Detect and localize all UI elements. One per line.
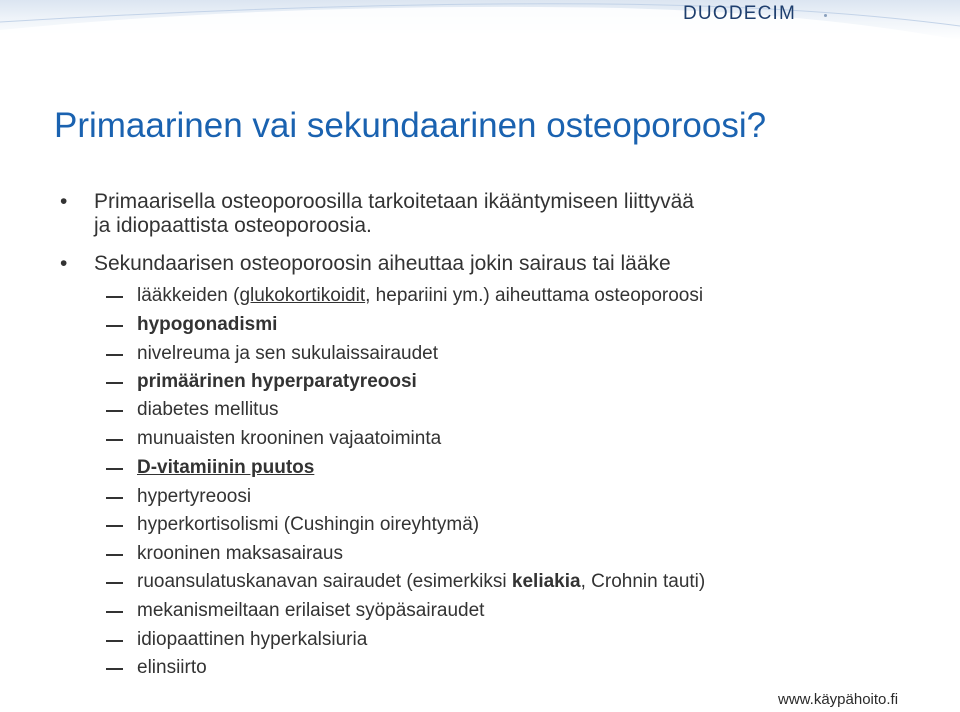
dash-icon (106, 640, 123, 642)
footer-url[interactable]: www.käypähoito.fi (778, 691, 899, 708)
list-item-text: lääkkeiden (glukokortikoidit, hepariini ym.) aiheuttama osteoporoosi (137, 285, 704, 306)
bullet-text-line-2: ja idiopaattista osteoporoosia. (94, 214, 372, 237)
list-item-text: hyperkortisolismi (Cushingin oireyhtymä) (137, 514, 480, 535)
dash-icon (106, 582, 123, 584)
list-item-text: idiopaattinen hyperkalsiuria (137, 629, 368, 650)
list-item-text: hypogonadismi (137, 314, 278, 335)
duodecim-logo: DUODECIM (683, 3, 797, 24)
list-item-text: primäärinen hyperparatyreoosi (137, 371, 417, 392)
list-item-text: ruoansulatuskanavan sairaudet (esimerkiksi keliakia, Crohnin tauti) (137, 571, 706, 592)
bullet-text: Sekundaarisen osteoporoosin aiheuttaa jokin sairaus tai lääke (94, 252, 671, 275)
dash-icon (106, 296, 123, 298)
page-title: Primaarinen vai sekundaarinen osteoporoosi? (54, 106, 767, 145)
header-swoosh (0, 0, 960, 40)
list-item-text: mekanismeiltaan erilaiset syöpäsairaudet (137, 600, 485, 621)
dash-icon (106, 497, 123, 499)
logo-dot (824, 14, 827, 17)
bullet-dot: • (60, 190, 68, 213)
dash-icon (106, 468, 123, 470)
glukokortikoidit-link[interactable]: glukokortikoidit (239, 285, 366, 306)
list-item-text: hypertyreoosi (137, 486, 252, 507)
dash-icon (106, 439, 123, 441)
dash-icon (106, 525, 123, 527)
list-item-text: diabetes mellitus (137, 399, 279, 420)
list-item-text: elinsiirto (137, 657, 207, 678)
list-item-text: munuaisten krooninen vajaatoiminta (137, 428, 442, 449)
dash-icon (106, 354, 123, 356)
dash-icon (106, 382, 123, 384)
d-vitamiinin-puutos-link[interactable]: D-vitamiinin puutos (137, 457, 315, 478)
dash-icon (106, 325, 123, 327)
dash-icon (106, 668, 123, 670)
list-item-text: nivelreuma ja sen sukulaissairaudet (137, 343, 438, 364)
dash-icon (106, 611, 123, 613)
bullet-dot: • (60, 252, 68, 275)
dash-icon (106, 554, 123, 556)
bullet-text-line-1: Primaarisella osteoporoosilla tarkoitetaan ikääntymiseen liittyvää (94, 190, 694, 213)
dash-icon (106, 410, 123, 412)
list-item-text: krooninen maksasairaus (137, 543, 343, 564)
